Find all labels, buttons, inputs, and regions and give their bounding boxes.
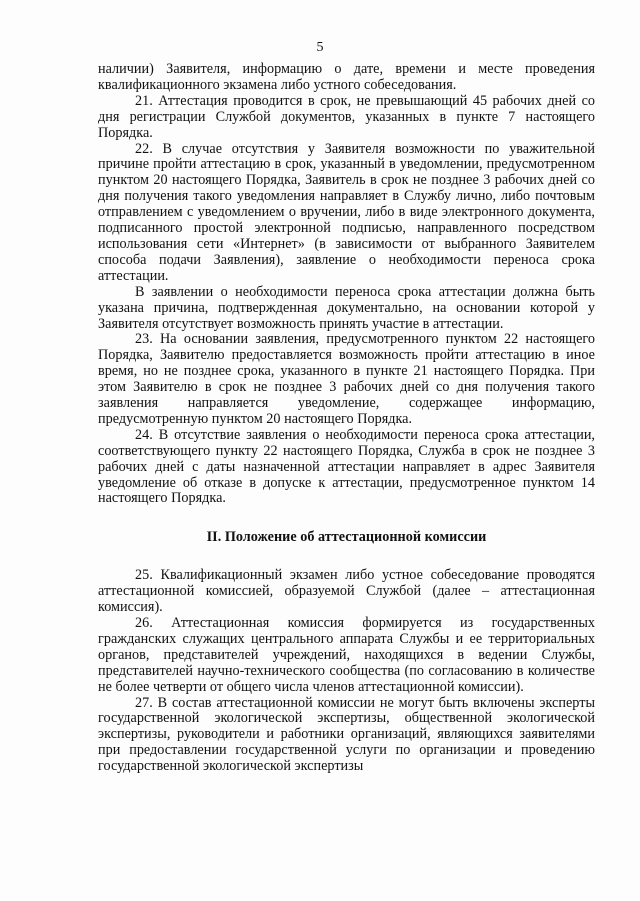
paragraph-21: 21. Аттестация проводится в срок, не превышающий 45 рабочих дней со дня регистрации Службой документов, указанных в пункте 7 настоящего Порядка.	[98, 92, 595, 141]
paragraph-continuation: наличии) Заявителя, информацию о дате, времени и месте проведения квалификационного экзамена либо устного собеседования.	[98, 61, 595, 93]
section-heading: II. Положение об аттестационной комиссии	[206, 529, 487, 546]
paragraph-24: 24. В отсутствие заявления о необходимости переноса срока аттестации, соответствующего пункту 22 настоящего Порядка, Служба в срок не позднее 3 рабочих дней с даты назначенной аттестации направляет в адрес Заявителя уведомление об отказе в допуске к аттестации, предусмотренное пунктом 14 настоящего Порядка.	[98, 426, 595, 507]
page-number: 5	[316, 40, 324, 55]
paragraph-22-note: В заявлении о необходимости переноса срока аттестации должна быть указана причина, подтвержденная документально, на основании которой у Заявителя отсутствует возможность принять участие в аттестации.	[98, 283, 595, 332]
paragraph-22: 22. В случае отсутствия у Заявителя возможности по уважительной причине пройти аттестацию в срок, указанный в уведомлении, предусмотренном пунктом 20 настоящего Порядка, Заявитель в срок не позднее 3 рабочих дней со дня получения такого уведомления направляет в Службу лично, либо почтовым отправлением с уведомлением о вручении, либо в виде электронного документа, подписанного простой электронной подписью, направленного посредством использования сети «Интернет» (в зависимости от выбранного Заявителем способа подачи Заявления), заявление о необходимости переноса срока аттестации.	[98, 140, 595, 284]
paragraph-25: 25. Квалификационный экзамен либо устное собеседование проводятся аттестационной комиссией, образуемой Службой (далее – аттестационная комиссия).	[98, 567, 595, 616]
paragraph-26: 26. Аттестационная комиссия формируется из государственных гражданских служащих центрального аппарата Службы и ее территориальных органов, представителей учреждений, находящихся в ведении Службы, представителей научно-технического сообщества (по согласованию в количестве не более четверти от общего числа членов аттестационной комиссии).	[98, 615, 595, 695]
document-body	[98, 62, 595, 775]
paragraph-27: 27. В состав аттестационной комиссии не могут быть включены эксперты государственной экологической экспертизы, общественной экологической экспертизы, руководители и работники организаций, являющихся заявителями при предоставлении государственной услуги по организации и проведению государственной экологической экспертизы	[98, 694, 595, 775]
paragraph-23: 23. На основании заявления, предусмотренного пунктом 22 настоящего Порядка, Заявителю предоставляется возможность пройти аттестацию в иное время, но не позднее срока, указанного в пункте 21 настоящего Порядка. При этом Заявителю в срок не позднее 3 рабочих дней со дня получения такого заявления направляется уведомление, содержащее информацию, предусмотренную пунктом 20 настоящего Порядка.	[98, 331, 595, 427]
